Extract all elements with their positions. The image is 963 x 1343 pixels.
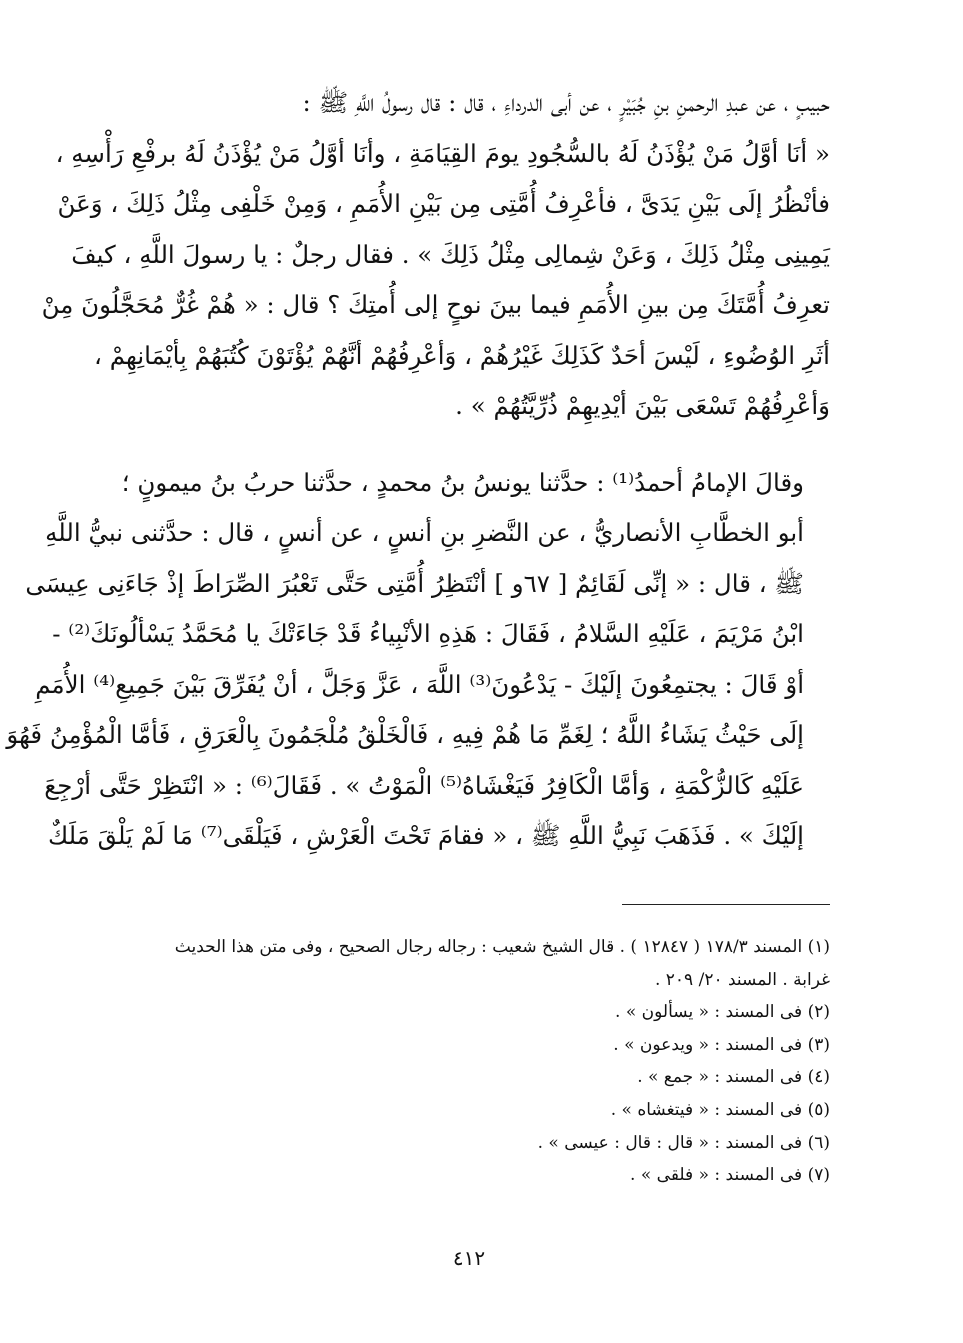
text-line: ابْنُ مَرْيَمَ ، عَلَيْهِ السَّلامُ ، فَقَالَ : هَذِهِ الأنْبِياءُ قَدْ جَاءَتْكَ يا مُحَمَّدُ يَسْألُونَكَ⁽²⁾ - xyxy=(52,619,804,648)
text-line: وقالَ الإمامُ أحمدُ⁽¹⁾ : حدَّثنا يونسُ بنُ محمدٍ ، حدَّثنا حربُ بنُ ميمونٍ ؛ xyxy=(121,467,804,497)
footnote-line: (٢) فى المسند : « يسألون » . xyxy=(615,1002,830,1023)
book-page xyxy=(6,78,830,1318)
text-line: إلَيْكَ » . فَذَهَبَ نَبِيُّ اللَّهِ ﷺ ، « فقامَ تَحْتَ الْعَرْشِ ، فَيَلْقَى⁽⁷⁾ مَا لَمْ يَلْقَ مَلَكٌ xyxy=(47,821,804,850)
text-line: فأنْظُرُ إلَى بَيْنِ يَدَىَّ ، فأعْرِفُ أُمَّتِى مِن بَيْنِ الأُمَمِ ، وَمِنْ خَلْفِى مِثْلُ ذَلِكَ ، وَعَنْ xyxy=(57,189,830,218)
text-line: أثَرِ الوُضُوءِ ، لَيْسَ أحَدٌ كَذَلِكَ غَيْرُهُمْ ، وَأعْرِفُهُمْ أنَّهُمْ يُؤْتَوْنَ كُتُبَهُمْ بِأيْمَانِهِمْ ، xyxy=(94,340,830,370)
footnote-line: (٦) فى المسند : « قال : قال : عيسى » . xyxy=(537,1132,830,1153)
footnote-line: (٤) فى المسند : « جمع » . xyxy=(637,1067,830,1088)
footnotes xyxy=(108,931,830,1192)
text-line: عَلَيْهِ كَالزُّكْمَةِ ، وَأمَّا الْكَافِرُ فَيَغْشَاهُ⁽⁵⁾ الْمَوْتُ » . فَقَالَ⁽⁶⁾ : « انْتَظِرْ حَتَّى أرْجِعَ xyxy=(44,770,804,800)
text-line: إلَى حَيْثُ يَشَاءُ اللَّهُ ؛ لِغَمِّ مَا هُمْ فِيهِ ، فَالْخَلْقُ مُلْجَمُونَ بِالْعَرَقِ ، فَأمَّا الْمُؤْمِنُ فَهُوَ xyxy=(6,720,804,749)
footnote-line: غرابة . المسند ٢٠/ ٢٠٩ . xyxy=(654,969,830,990)
main-paragraph-1 xyxy=(41,78,830,432)
text-line: ﷺ ، قال : « إنِّى لَقَائِمٌ [ ٦٧و ] أنْتَظِرُ أُمَّتِى حَتَّى تَعْبُرَ الصِّرَاطَ إذْ جَاءَنِى عِيسَى xyxy=(25,568,804,598)
text-line: أبو الخطَّابِ الأنصاريُّ ، عن النَّضرِ بنِ أنسٍ ، عن أنسٍ ، قال : حدَّثنى نبيُّ اللَّهِ xyxy=(45,518,804,547)
footnote-divider xyxy=(622,904,830,905)
main-paragraph-2 xyxy=(6,458,830,862)
footnote-line: (٥) فى المسند : « فيتغشاه » . xyxy=(610,1099,830,1120)
footnote-line: (٧) فى المسند : « فلقى » . xyxy=(630,1165,830,1186)
footnote-line: (٣) فى المسند : « ويدعون » . xyxy=(613,1034,830,1055)
page-number: ٤١٢ xyxy=(452,1246,486,1270)
text-line: أوْ قَالَ : يجتمِعُونَ إلَيْكَ - يَدْعُونَ⁽³⁾ اللَّهَ ، عَزَّ وَجَلَّ ، أنْ يُفَرِّقَ بَيْنَ جَمِيعِ⁽⁴⁾ الأُمَمِ xyxy=(35,669,804,699)
text-line: يَمِينِى مِثْلُ ذَلِكَ ، وَعَنْ شِمالِى مِثْلُ ذَلِكَ » . فقال رجلٌ : يا رسولَ اللَّهِ ، كيفَ xyxy=(71,239,830,269)
text-line: « أنَا أوَّلُ مَنْ يُؤْذَنُ لَهُ بالسُّجُودِ يومَ القِيَامَةِ ، وأنَا أوَّلُ مَنْ يُؤْذَنُ لَهُ برفْعِ رَأْسِهِ ، xyxy=(55,138,830,168)
text-line: وَأعْرِفُهُمْ تَسْعَى بَيْنَ أيْدِيهِمْ ذُرِّيَّتُهُمْ » . xyxy=(455,391,830,420)
text-line: تعرِفُ أُمَّتَكَ مِن بينِ الأُمَمِ فيما بينَ نوحٍ إلى أُمتِكَ ؟ قال : « هُمْ غُرٌّ مُحَجَّلُونَ مِنْ xyxy=(41,290,830,319)
text-line: حبيبٍ ، عن عبدِ الرحمنِ بنِ جُبَيْرٍ ، عن أبى الدرداءِ ، قال : قال رسولُ اللَّهِ ﷺ : xyxy=(302,88,830,117)
footnote-line: (١) المسند ١٧٨/٣ ( ١٢٨٤٧ ) . قال الشيخ شعيب : رجاله رجال الصحيح ، وفى متن هذا الحديث xyxy=(174,937,830,957)
